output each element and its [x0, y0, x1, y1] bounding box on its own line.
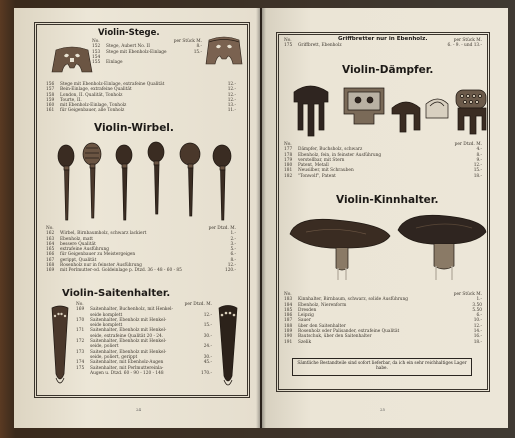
list-item: 168 Rosenholz nur in feinster Ausführung 12.-	[46, 263, 236, 269]
list-item: 165 extrafeine Ausführung 5.-	[46, 247, 236, 253]
list-item: 175 Griffbrett, Ebenholz 6. - 9. - und 13.-	[284, 43, 482, 49]
list-item: 170 Saitenhalter, Ebenholz mit Henkel-	[76, 317, 167, 323]
griffbrett-title: Griffbretter nur in Ebenholz.	[338, 36, 428, 42]
tailpiece-icon	[216, 304, 240, 390]
list-item: 152 Stege, Aubert No. II 8.-	[92, 44, 202, 50]
violin-bridge-icon	[204, 34, 244, 68]
list-item: 174 Saitenhalter, mit Ebenholz-Augen 45.-	[76, 360, 212, 366]
list-item: 169 mit Perlmutter-od. Goldeinlage p. Dtzd. 36 - 48 - 60 - 85 120.-	[46, 268, 236, 274]
tailpiece-icon	[48, 304, 72, 390]
list-item: 160 mit Ebenholz-Einlage, Tonholz 13.-	[46, 103, 236, 109]
daempfer-header: No. per Dtzd. M.	[284, 142, 482, 147]
list-item: seide, extrafeine Qualität 20 - 24. 30.-	[90, 333, 212, 339]
list-item: 178 Ebenholz, fein, in feinster Ausführung 8.-	[284, 152, 482, 158]
list-item: 188 über den Saitenhalter 12.-	[284, 323, 482, 329]
list-item: 162 Wirbel, Birnbaumholz, schwarz lackiert 1.-	[46, 231, 236, 237]
daempfer-title: Violin-Dämpfer.	[342, 64, 434, 76]
kinnhalter-header: No. per Stück M.	[284, 292, 482, 297]
list-item: 171 Saitenhalter, Ebenholz mit Henkel-	[76, 328, 167, 334]
list-item: 180 Patent, Metall 12.-	[284, 163, 482, 169]
kinnhalter-title: Violin-Kinnhalter.	[336, 194, 439, 206]
list-item: 157 Bein-Einlage, extrafeine Qualität 12.-	[46, 87, 236, 93]
list-item: 190 Bautschuk, über den Saitenhalter 16.-	[284, 334, 482, 340]
list-item: 175 Saitenhalter, mit Perlmuttereinla-	[76, 365, 164, 371]
list-item: seide komplett 12.-	[90, 312, 212, 318]
list-item: 184 Ebenholz, Nierenform 3.50	[284, 302, 482, 308]
list-item: 155 Einlage	[92, 60, 123, 66]
list-item: 161 für Geigenbauer, alle Tonholz 11.-	[46, 108, 236, 114]
list-item: seide, poliert 24.-	[90, 344, 212, 350]
list-item: 182 "Tonwolf", Patent 18.-	[284, 173, 482, 179]
list-item: 172 Saitenhalter, Ebenholz mit Henkel-	[76, 339, 167, 345]
kinnhalter-rows	[284, 292, 482, 345]
list-item: Augen u. Dtzd. 60 - 90 - 120 - 148 170.-	[90, 370, 212, 376]
page-number: 25	[380, 407, 386, 412]
wirbel-title: Violin-Wirbel.	[94, 122, 174, 134]
stege-rows	[46, 82, 236, 114]
list-item: seide, poliert, gerippt 30.-	[90, 354, 212, 360]
stege-top-rows	[92, 39, 202, 65]
list-item: 177 Dämpfer, Buchsholz, schwarz 4.-	[284, 147, 482, 153]
stege-title: Violin-Stege.	[98, 28, 160, 38]
violin-mute-icon	[288, 82, 488, 144]
list-item: 156 Stege mit Ebenholz-Einlage, extrafeine Qualität 12.-	[46, 82, 236, 87]
stock-note: Sämtliche Bestandteile sind sofort lieferbar, da ich ein sehr reichhaltiges Lager habe.	[292, 358, 472, 376]
list-item: 153 Stege mit Ebenholz-Einlage 15.-	[92, 49, 202, 55]
saitenhalter-rows	[76, 302, 212, 376]
list-item: 185 Dresden 5.50	[284, 307, 482, 313]
violin-bridge-icon	[50, 42, 94, 76]
list-item: 167 gerippt, Qualität 8.-	[46, 257, 236, 263]
daempfer-rows	[284, 142, 482, 179]
list-item: 186 Leipzig 6.-	[284, 313, 482, 319]
list-item: 189 Rosenholz oder Palisander, extrafeine Qualität 14.-	[284, 329, 482, 335]
list-item: 179 verstellbar, mit Stern 9.-	[284, 157, 482, 163]
list-item: 173 Saitenhalter, Ebenholz mit Henkel-	[76, 349, 167, 355]
list-item: 169 Saitenhalter, Buchenholz, mit Henkel-	[76, 307, 173, 313]
wirbel-header: No. per Dtzd. M.	[46, 226, 236, 231]
list-item: 159 Tourte, II. 12.-	[46, 97, 236, 103]
list-item: 191 Szelik 18.-	[284, 339, 482, 345]
list-item: 181 Neusilber, mit Schrauben 15.-	[284, 168, 482, 174]
wirbel-rows	[46, 226, 236, 274]
list-item: 154	[92, 54, 101, 60]
list-item: 163 Ebenholz, matt 2.-	[46, 236, 236, 242]
list-item: 158 London, II. Qualität, Tonholz 12.-	[46, 92, 236, 98]
list-item: 166 für Geigenbauer zu Meistergeigen 6.-	[46, 252, 236, 258]
page-number: 24	[136, 407, 142, 412]
violin-peg-icon	[54, 138, 238, 224]
chinrest-icon	[286, 210, 488, 286]
list-item: 183 Kinnhalter, Birnbaum, schwarz, solide Ausführung 1.-	[284, 297, 482, 303]
right-page	[262, 8, 508, 428]
griffbrett-header: No. per Stück M.	[284, 38, 482, 43]
saitenhalter-header: No. per Dtzd. M.	[76, 302, 212, 307]
list-item: 164 bessere Qualität 3.-	[46, 241, 236, 247]
left-page	[14, 8, 260, 428]
saitenhalter-title: Violin-Saitenhalter.	[62, 288, 171, 299]
list-item: seide komplett 15.-	[90, 323, 212, 329]
book-gutter	[256, 8, 266, 428]
stege-top-header: No. per Stück M.	[92, 39, 202, 44]
list-item: 187 Sauer 10.-	[284, 318, 482, 324]
